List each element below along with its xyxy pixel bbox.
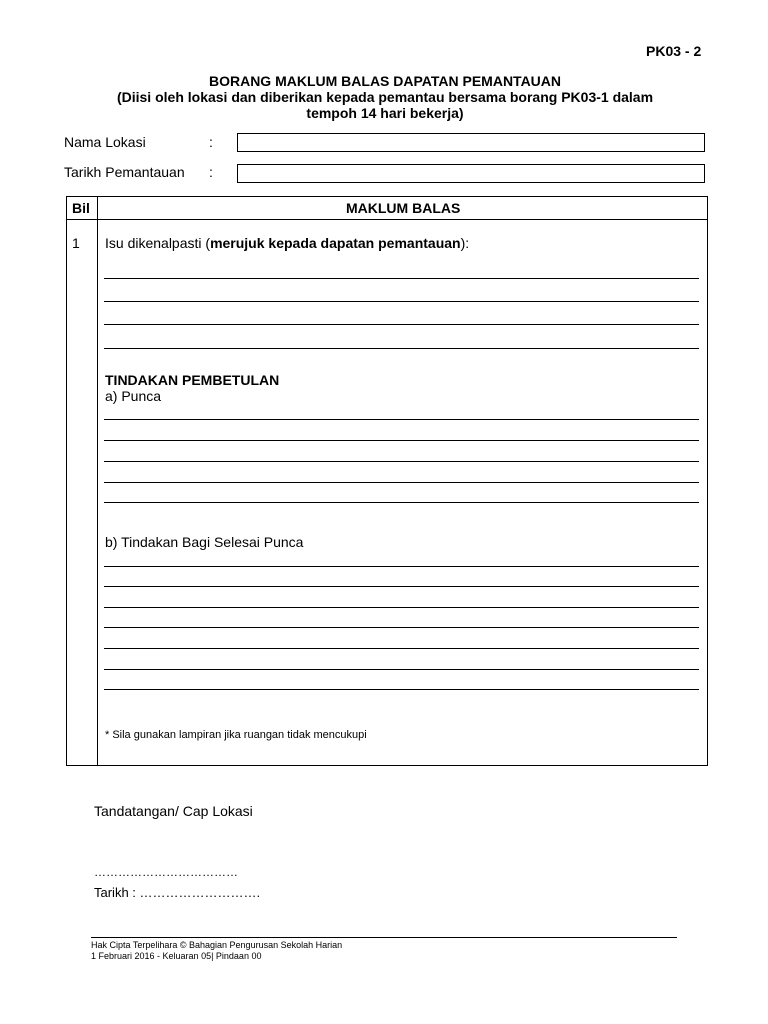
cause-write-line[interactable]	[104, 419, 699, 420]
location-input[interactable]	[237, 133, 705, 152]
row-number: 1	[72, 235, 80, 251]
document-code: PK03 - 2	[646, 43, 702, 59]
issue-write-line[interactable]	[104, 301, 699, 302]
action-write-line[interactable]	[104, 566, 699, 567]
feedback-table	[66, 196, 708, 766]
action-write-line[interactable]	[104, 607, 699, 608]
issue-prefix: Isu dikenalpasti (	[105, 235, 211, 251]
cause-write-line[interactable]	[104, 461, 699, 462]
cause-write-line[interactable]	[104, 440, 699, 441]
location-label: Nama Lokasi	[64, 134, 146, 150]
footer	[91, 940, 342, 962]
action-write-line[interactable]	[104, 627, 699, 628]
action-write-line[interactable]	[104, 689, 699, 690]
issue-suffix: ):	[460, 235, 470, 251]
column-header-bil: Bil	[72, 200, 90, 216]
form-subtitle-line1: (Diisi oleh lokasi dan diberikan kepada pemantau bersama borang PK03-1 dalam	[116, 89, 654, 105]
column-header-feedback: MAKLUM BALAS	[346, 200, 461, 216]
monitoring-date-input[interactable]	[237, 164, 705, 183]
date-colon: :	[209, 164, 213, 180]
issue-write-line[interactable]	[104, 278, 699, 279]
footer-divider	[91, 937, 677, 938]
issue-write-line[interactable]	[104, 324, 699, 325]
action-write-line[interactable]	[104, 586, 699, 587]
cause-label: a) Punca	[105, 388, 162, 404]
date-label: Tarikh Pemantauan	[64, 164, 185, 180]
signature-date-line[interactable]: Tarikh : ……………………….	[94, 885, 261, 900]
location-colon: :	[209, 134, 213, 150]
form-title: BORANG MAKLUM BALAS DAPATAN PEMANTAUAN	[208, 73, 562, 89]
table-header-divider	[66, 219, 708, 220]
form-title-block	[60, 73, 710, 121]
cause-write-line[interactable]	[104, 502, 699, 503]
footer-copyright: Hak Cipta Terpelihara © Bahagian Pengurusan Sekolah Harian	[91, 940, 343, 950]
issue-bold: merujuk kepada dapatan pemantauan	[210, 235, 461, 251]
form-subtitle-line2: tempoh 14 hari bekerja)	[306, 105, 464, 121]
issue-label	[105, 235, 469, 251]
action-write-line[interactable]	[104, 648, 699, 649]
issue-write-line[interactable]	[104, 348, 699, 349]
footer-revision: 1 Februari 2016 - Keluaran 05| Pindaan 00	[91, 951, 262, 961]
table-column-divider	[97, 196, 98, 766]
cause-write-line[interactable]	[104, 482, 699, 483]
attachment-note: * Sila gunakan lampiran jika ruangan tidak mencukupi	[105, 729, 367, 741]
root-cause-action-label: b) Tindakan Bagi Selesai Punca	[105, 534, 304, 550]
signature-dotted-line[interactable]: ………………………………	[94, 865, 238, 879]
action-write-line[interactable]	[104, 669, 699, 670]
signature-label: Tandatangan/ Cap Lokasi	[94, 803, 253, 819]
corrective-action-heading: TINDAKAN PEMBETULAN	[105, 372, 280, 388]
